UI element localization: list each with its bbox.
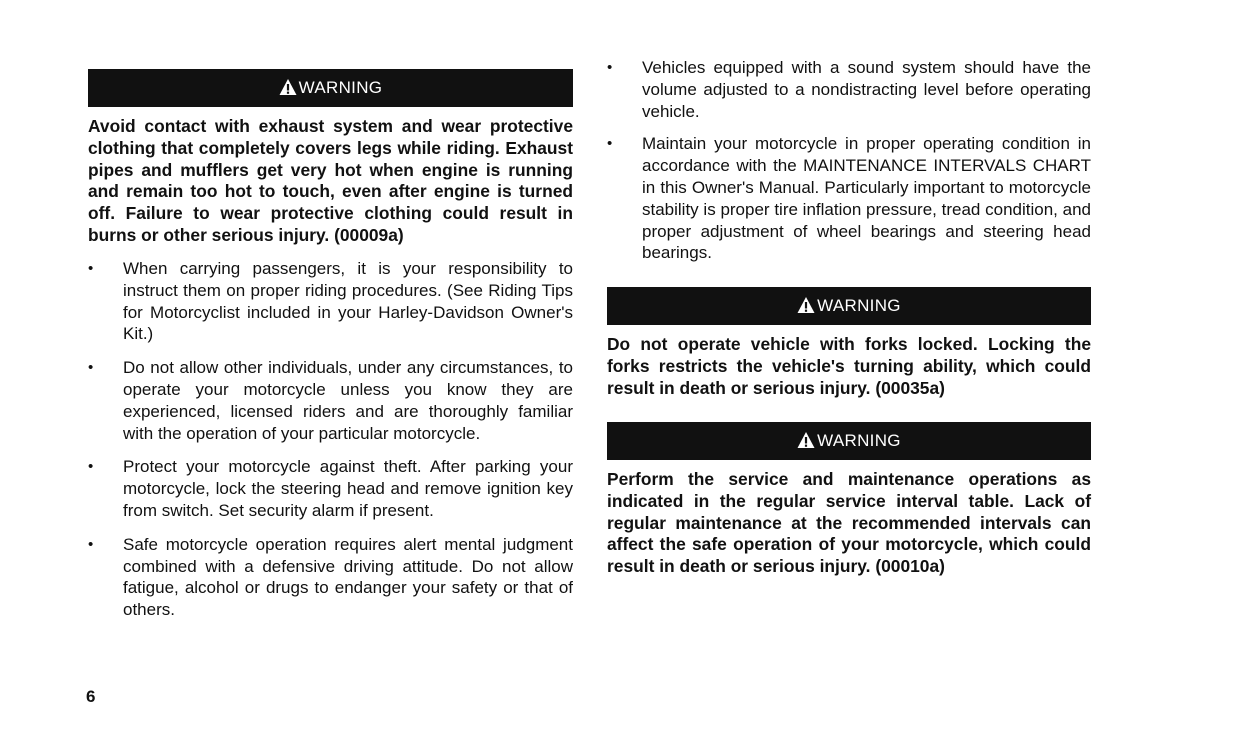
left-bullet-list (88, 258, 573, 633)
warning-text-exhaust: Avoid contact with exhaust system and wear protective clothing that completely covers legs while riding. Exhaust pipes and mufflers get very hot when engine is running and remain too hot to touch, even after engine is turned off. Failure to wear protective clothing could result in burns or other serious injury. (00009a) (88, 116, 573, 245)
right-bullet-list (607, 57, 1091, 275)
list-item (88, 456, 573, 521)
warning-banner-forks (607, 287, 1091, 325)
list-item (88, 258, 573, 345)
bullet-text: Safe motorcycle operation requires alert mental judgment combined with a defensive driving attitude. Do not allow fatigue, alcohol or drugs to endanger your safety or that of others. (123, 534, 573, 620)
bullet-text: Maintain your motorcycle in proper operating condition in accordance with the MAINTENANCE INTERVALS CHART in this Owner's Manual. Particularly important to motorcycle stability is proper tire inflation pressure, tread condition, and proper adjustment of wheel bearings and steering head bearings. (642, 134, 1091, 263)
bullet-dot: • (88, 458, 94, 476)
list-item (88, 357, 573, 444)
bullet-dot: • (88, 535, 94, 553)
bullet-dot: • (607, 59, 613, 76)
list-item (607, 57, 1091, 122)
bullet-text: Vehicles equipped with a sound system should have the volume adjusted to a nondistracting level before operating vehicle. (642, 58, 1091, 121)
warning-text-maintenance: Perform the service and maintenance operations as indicated in the regular service interval table. Lack of regular maintenance at the recommended intervals can affect the safe operation of your motorcycle, which could result in death or serious injury. (00010a) (607, 469, 1091, 577)
page-number: 6 (86, 687, 96, 706)
bullet-dot: • (88, 260, 94, 277)
bullet-text: When carrying passengers, it is your responsibility to instruct them on proper riding procedures. (See Riding Tips for Motorcyclist included in your Harley-Davidson Owner's Kit.) (123, 259, 573, 344)
warning-banner-exhaust (88, 69, 573, 107)
warning-triangle-icon (797, 296, 815, 314)
warning-banner-maintenance (607, 422, 1091, 460)
warning-triangle-icon (797, 431, 815, 449)
warning-label: WARNING (817, 431, 901, 450)
list-item (88, 534, 573, 621)
warning-text-forks: Do not operate vehicle with forks locked. Locking the forks restricts the vehicle's turning ability, which could result in death or serious injury. (00035a) (607, 334, 1091, 398)
bullet-dot: • (607, 135, 613, 153)
bullet-text: Do not allow other individuals, under any circumstances, to operate your motorcycle unless you know they are experienced, licensed riders and are thoroughly familiar with the operation of your particular motorcycle. (123, 358, 573, 443)
bullet-text: Protect your motorcycle against theft. After parking your motorcycle, lock the steering head and remove ignition key from switch. Set security alarm if present. (123, 457, 573, 520)
warning-triangle-icon (279, 78, 297, 96)
list-item (607, 133, 1091, 264)
warning-label: WARNING (298, 78, 383, 97)
bullet-dot: • (88, 359, 94, 377)
warning-label: WARNING (817, 296, 901, 315)
